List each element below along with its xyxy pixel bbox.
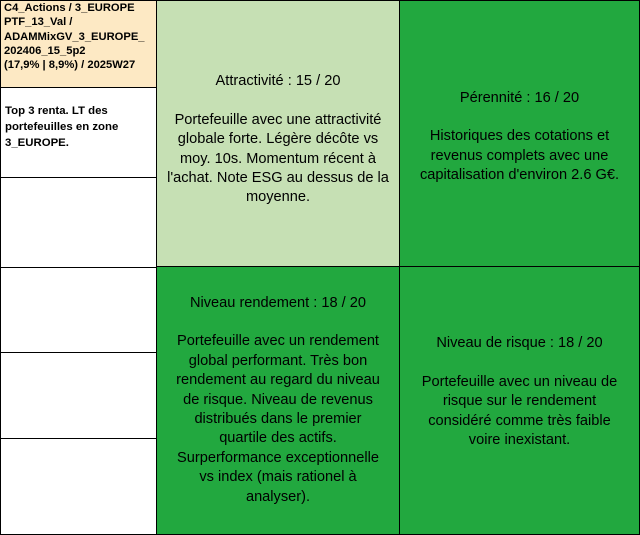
attractivite-card [156,0,400,268]
rendement-text: Portefeuille avec un rendement global performant. Très bon rendement au regard du niveau de risque. Niveau de revenus distribués dans le premier quartile des actifs. Surperformance exceptionnelle vs index (mais rationel à analyser). [176,333,380,505]
rendement-title: Niveau rendement : 18 / 20 [189,294,367,311]
empty-cell [0,438,158,535]
header-line: C4_Actions / 3_EUROPE [4,2,135,14]
row-divider [156,266,640,267]
risque-title: Niveau de risque : 18 / 20 [436,335,603,352]
header-line: ADAMMixGV_3_EUROPE_ [4,30,145,43]
risque-card [399,266,640,535]
attractivite-text: Portefeuille avec une attractivité globale forte. Légère décôte vs moy. 10s. Momentum récent à l'achat. Note ESG au dessus de la moyenne. [167,111,389,206]
empty-cell [0,267,158,353]
attractivite-title: Attractivité : 15 / 20 [215,73,341,90]
perennite-text: Historiques des cotations et revenus complets avec une capitalisation d'environ 2.6 G€. [419,128,620,183]
header-line: (17,9% | 8,9%) / 2025W27 [4,59,136,72]
rendement-card [156,266,400,535]
header-line: 202406_15_5p2 [4,44,86,57]
portfolio-header [0,0,158,88]
header-line: PTF_13_Val / [4,16,73,29]
empty-cell [0,177,158,268]
perennite-card [399,0,640,268]
portfolio-description: Top 3 renta. LT des portefeuilles en zone 3_EUROPE. [0,87,158,178]
perennite-title: Pérennité : 16 / 20 [459,89,580,106]
risque-text: Portefeuille avec un niveau de risque sur le rendement considéré comme très faible voire inexistant. [421,373,618,449]
empty-cell [0,352,158,439]
